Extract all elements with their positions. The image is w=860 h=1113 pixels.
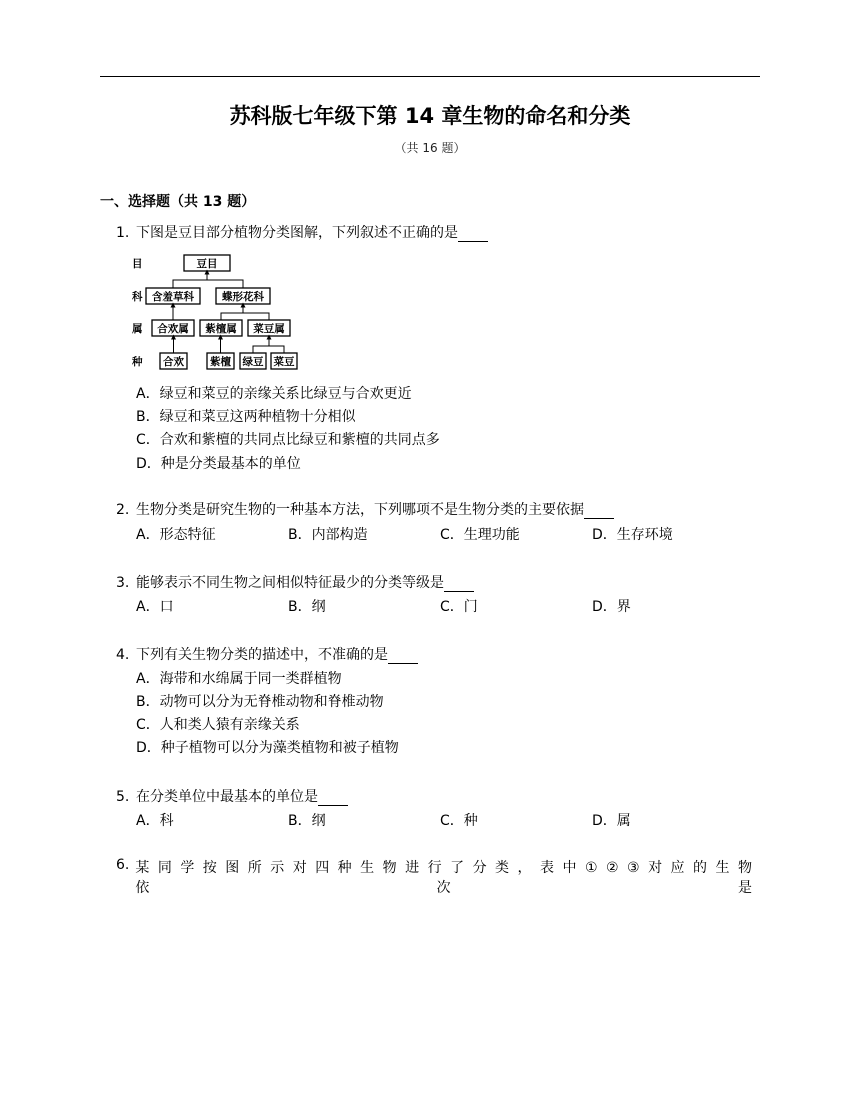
question-text: 在分类单位中最基本的单位是 [136, 789, 318, 805]
option-5a[interactable]: A．科 [136, 813, 174, 829]
question-number: 1. [116, 225, 130, 241]
question-5 [116, 786, 348, 806]
node-genus-1-label: 合欢属 [157, 323, 189, 335]
option-2b[interactable]: B．内部构造 [288, 527, 368, 543]
node-species-1-label: 合欢 [163, 356, 184, 368]
rank-label-order: 目 [132, 258, 143, 270]
diagram-connectors [173, 272, 284, 353]
question-3 [116, 572, 474, 592]
node-genus-2-label: 紫檀属 [205, 323, 237, 335]
option-1c[interactable]: C．合欢和紫檀的共同点比绿豆和紫檀的共同点多 [136, 432, 440, 448]
classification-diagram [126, 250, 306, 372]
node-family-2-label: 蝶形花科 [222, 291, 264, 303]
option-2c[interactable]: C．生理功能 [440, 527, 520, 543]
question-count: （共 16 题） [394, 141, 466, 155]
option-3a[interactable]: A．口 [136, 599, 174, 615]
option-2a[interactable]: A．形态特征 [136, 527, 216, 543]
answer-blank[interactable] [458, 227, 488, 242]
question-number: 4. [116, 647, 130, 663]
option-4d[interactable]: D．种子植物可以分为藻类植物和被子植物 [136, 740, 399, 756]
question-2 [116, 499, 614, 519]
node-family-1-label: 含羞草科 [152, 291, 194, 303]
node-genus-3-label: 菜豆属 [253, 323, 285, 335]
answer-blank[interactable] [318, 791, 348, 806]
option-3c[interactable]: C．门 [440, 599, 478, 615]
option-5c[interactable]: C．种 [440, 813, 478, 829]
question-number: 5. [116, 789, 130, 805]
option-4c[interactable]: C．人和类人猿有亲缘关系 [136, 717, 300, 733]
node-order-label: 豆目 [196, 258, 218, 270]
question-number: 6. [116, 857, 130, 873]
option-3d[interactable]: D．界 [592, 599, 631, 615]
node-species-3-label: 绿豆 [242, 356, 264, 368]
question-text: 下列有关生物分类的描述中，不准确的是 [136, 647, 388, 663]
rank-label-family: 科 [132, 291, 143, 303]
option-3b[interactable]: B．纲 [288, 599, 326, 615]
rank-label-genus: 属 [132, 323, 143, 335]
option-4b[interactable]: B．动物可以分为无脊椎动物和脊椎动物 [136, 694, 384, 710]
option-5d[interactable]: D．属 [592, 813, 631, 829]
section-heading: 一、选择题（共 13 题） [100, 194, 256, 210]
question-4 [116, 644, 418, 664]
question-number: 3. [116, 575, 130, 591]
option-2d[interactable]: D．生存环境 [592, 527, 673, 543]
option-1a[interactable]: A．绿豆和菜豆的亲缘关系比绿豆与合欢更近 [136, 386, 412, 402]
rank-label-species: 种 [132, 356, 143, 368]
option-4a[interactable]: A．海带和水绵属于同一类群植物 [136, 671, 342, 687]
question-number: 2. [116, 502, 130, 518]
node-species-4-label: 菜豆 [273, 356, 295, 368]
option-1d[interactable]: D．种是分类最基本的单位 [136, 456, 301, 472]
question-6 [116, 857, 760, 897]
option-1b[interactable]: B．绿豆和菜豆这两种植物十分相似 [136, 409, 356, 425]
question-text: 某同学按图所示对四种生物进行了分类，表中①②③对应的生物依次是 [135, 860, 760, 896]
answer-blank[interactable] [584, 504, 614, 519]
option-5b[interactable]: B．纲 [288, 813, 326, 829]
question-text: 能够表示不同生物之间相似特征最少的分类等级是 [136, 575, 444, 591]
answer-blank[interactable] [444, 577, 474, 592]
question-text: 下图是豆目部分植物分类图解，下列叙述不正确的是 [136, 225, 458, 241]
answer-blank[interactable] [388, 649, 418, 664]
question-text: 生物分类是研究生物的一种基本方法，下列哪项不是生物分类的主要依据 [136, 502, 584, 518]
node-species-2-label: 紫檀 [210, 356, 231, 368]
question-1 [116, 222, 488, 242]
page-title: 苏科版七年级下第 14 章生物的命名和分类 [229, 104, 631, 128]
header-rule [100, 76, 760, 77]
